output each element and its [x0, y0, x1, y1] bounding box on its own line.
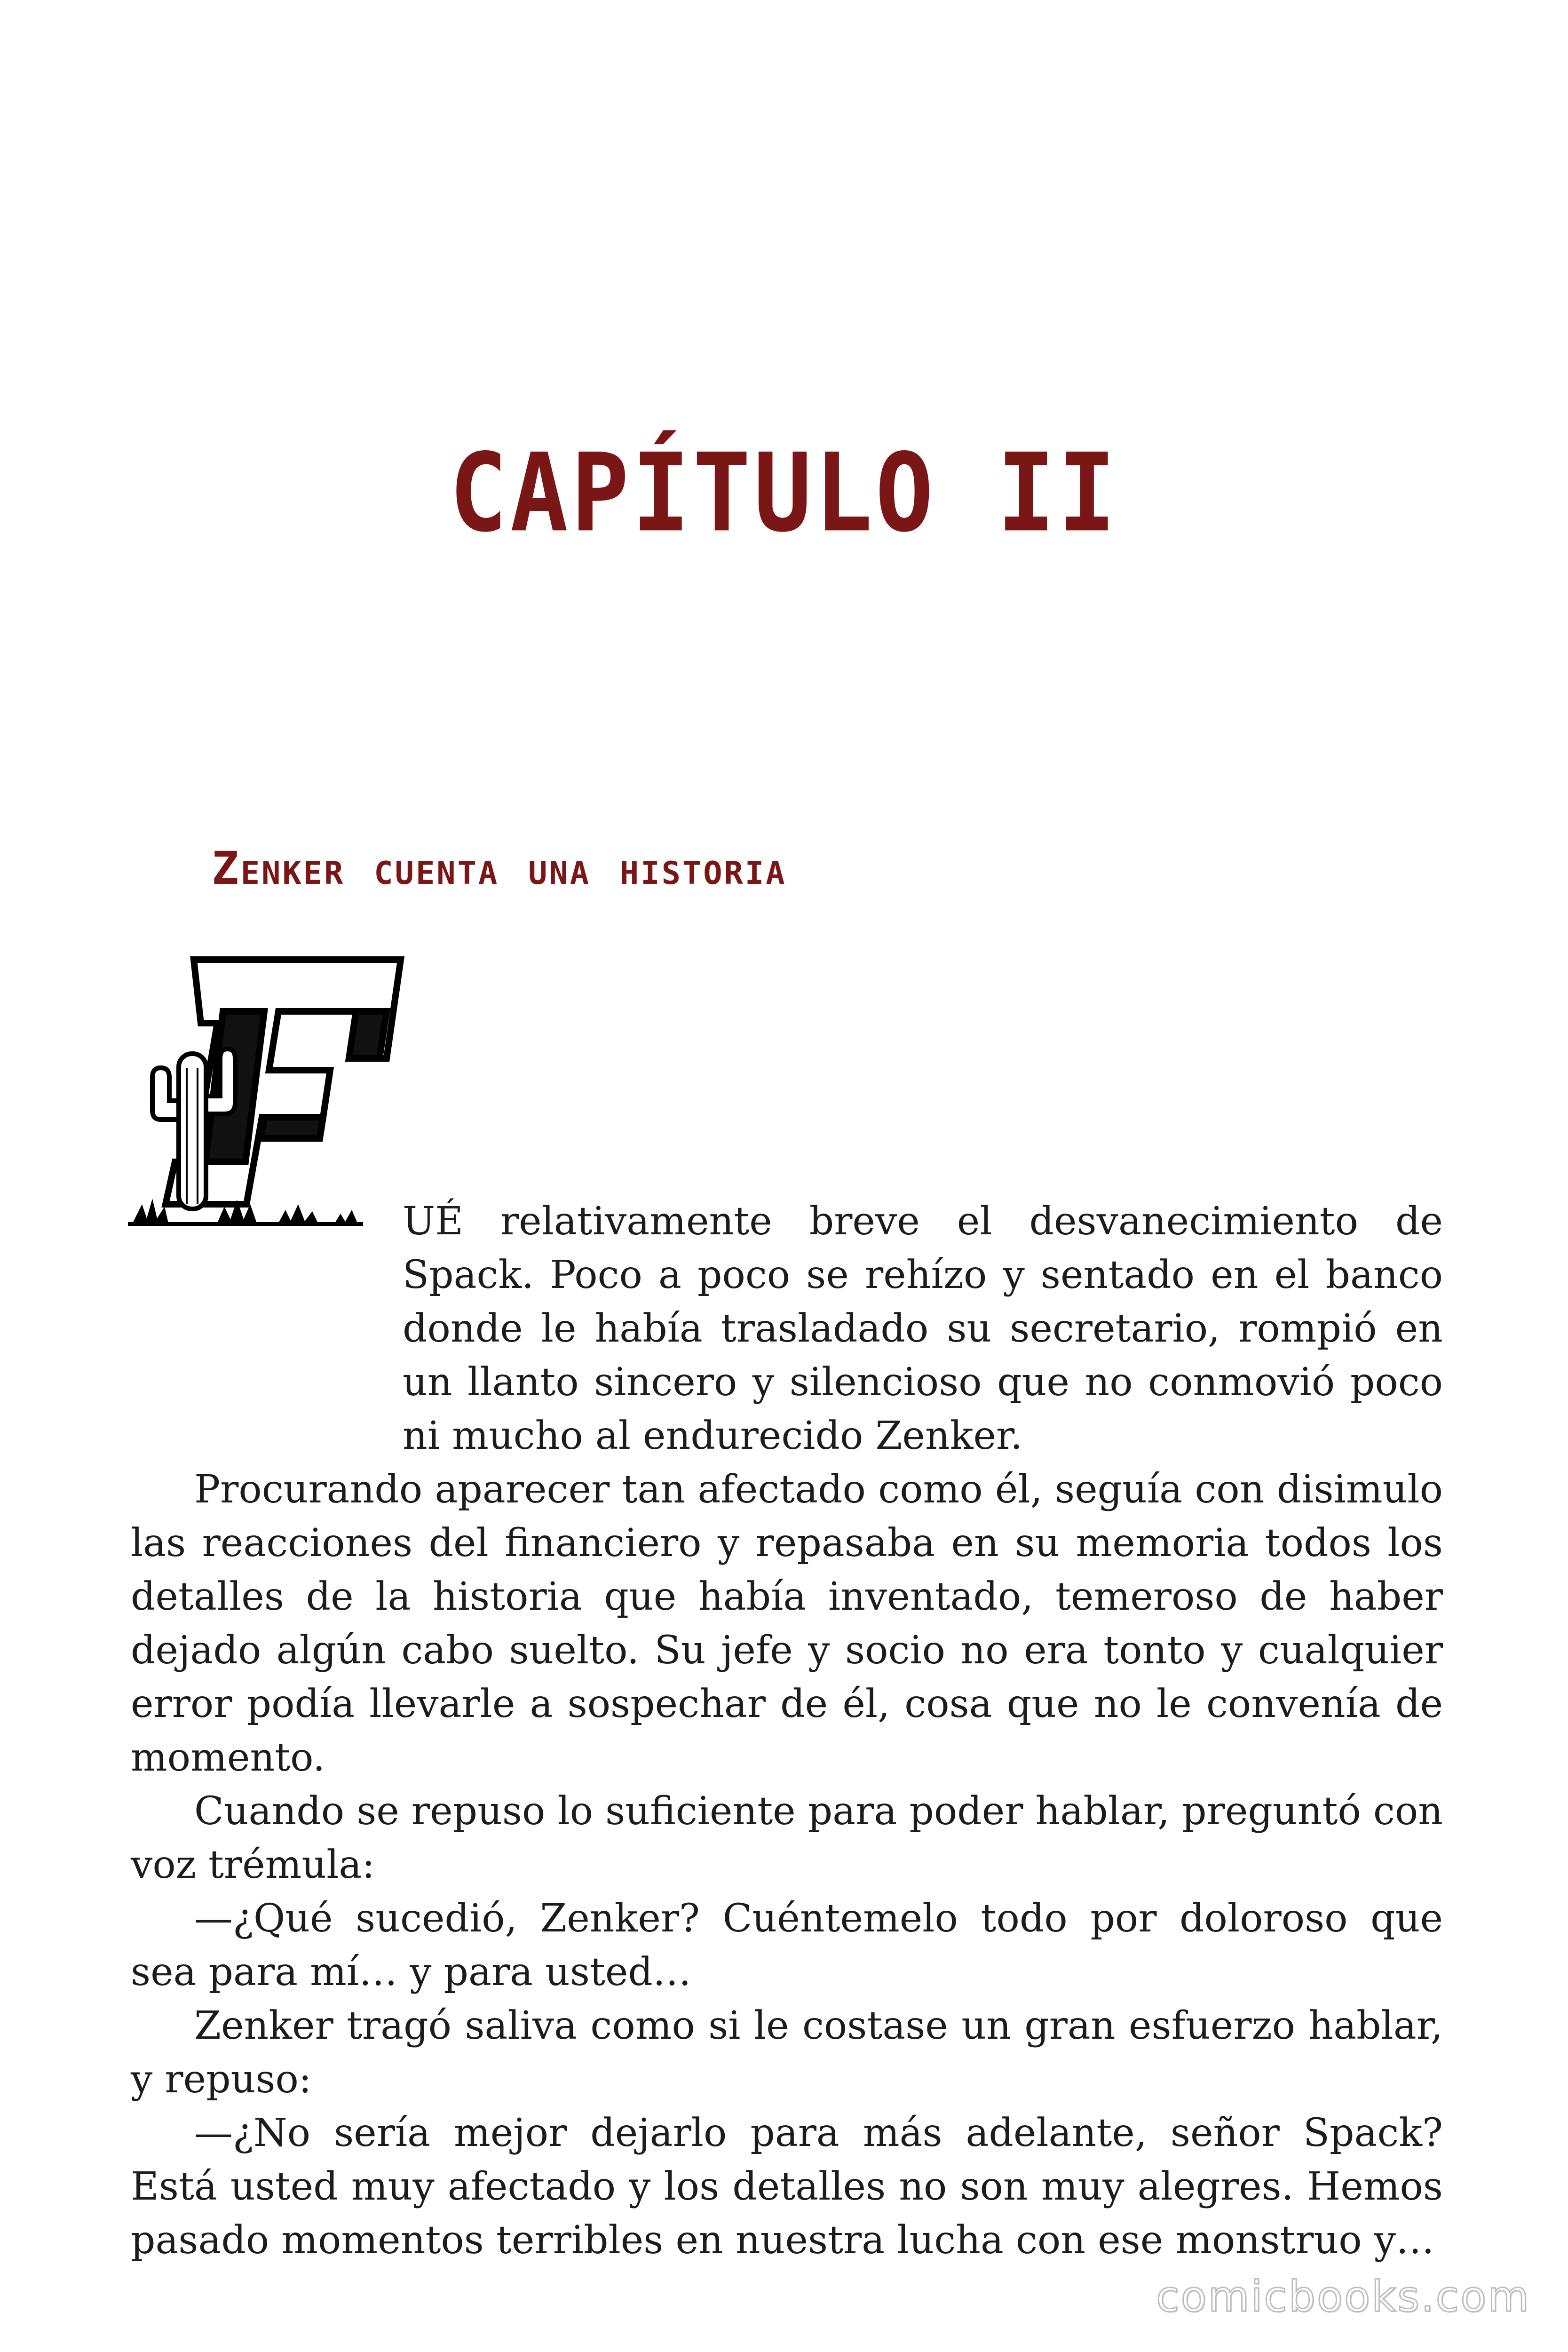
- chapter-title: CAPÍTULO II: [449, 430, 1119, 556]
- paragraph: Procurando aparecer tan afectado como él, seguía con disimulo las reacciones del financiero y repasaba en su memoria todos los detalles de la historia que había inventado, temeroso de haber dejado algún cabo suelto. Su jefe y socio no era tonto y cualquier error podía llevarle a sospechar de él, cosa que no le convenía de momento.: [131, 1467, 1443, 1780]
- paragraph: Zenker tragó saliva como si le costase un gran esfuerzo hablar, y repuso:: [131, 2003, 1443, 2102]
- paragraph: UÉ relativamente breve el desvanecimiento de Spack. Poco a poco se rehízo y sentado en el banco donde le había trasladado su secretario, rompió en un llanto sincero y silencioso que no conmovió poco ni mucho al endurecido Zenker.: [403, 1199, 1443, 1458]
- paragraph: —¿Qué sucedió, Zenker? Cuéntemelo todo por doloroso que sea para mí… y para usted…: [131, 1896, 1443, 1994]
- paragraph: Cuando se repuso lo suficiente para poder hablar, preguntó con voz trémula:: [131, 1789, 1443, 1887]
- cactus-dropcap-icon: [123, 941, 405, 1232]
- section-title: Zenker cuenta una historia: [212, 842, 787, 895]
- watermark: comicbooks.com: [1156, 2272, 1530, 2321]
- chapter-body: [131, 1195, 1443, 2267]
- paragraph: —¿No sería mejor dejarlo para más adelante, señor Spack? Está usted muy afectado y los detalles no son muy alegres. Hemos pasado momentos terribles en nuestra lucha con ese monstruo y…: [131, 2111, 1443, 2263]
